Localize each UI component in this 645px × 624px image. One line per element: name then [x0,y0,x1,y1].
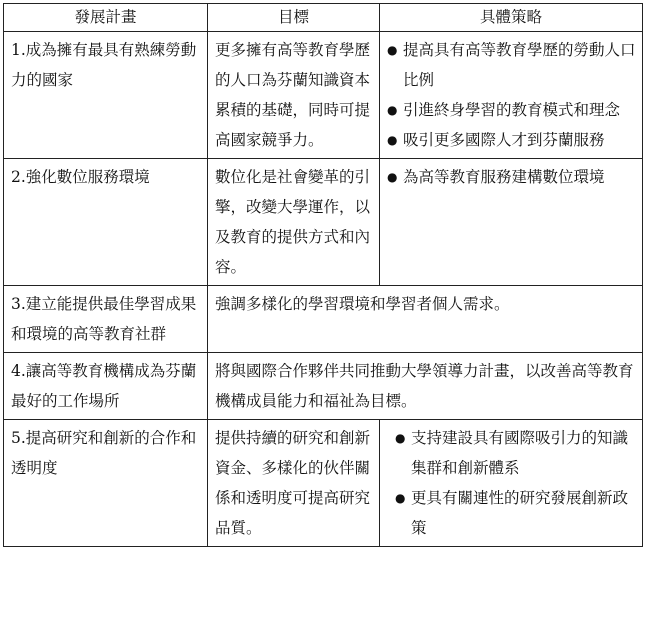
merged-goal-strategy-cell: 將與國際合作夥伴共同推動大學領導力計畫，以改善高等教育機構成員能力和福祉為目標。 [208,353,643,420]
strategy-text: 為高等教育服務建構數位環境 [403,168,605,186]
strategy-list [387,35,636,155]
strategy-text: 更具有關連性的研究發展創新政策 [411,489,629,537]
plan-cell: 3.建立能提供最佳學習成果和環境的高等教育社群 [4,286,208,353]
bullet-icon: ● [387,103,398,117]
strategy-cell [380,32,643,159]
header-strategy: 具體策略 [380,4,643,32]
bullet-icon: ● [387,170,398,184]
strategy-item [395,423,636,483]
plan-cell: 1.成為擁有最具有熟練勞動力的國家 [4,32,208,159]
strategy-item [387,162,636,192]
strategy-text: 提高具有高等教育學歷的勞動人口比例 [403,41,636,89]
strategy-item [395,483,636,543]
strategy-text: 吸引更多國際人才到芬蘭服務 [403,131,605,149]
goal-cell: 更多擁有高等教育學歷的人口為芬蘭知識資本累積的基礎，同時可提高國家競爭力。 [208,32,380,159]
goal-cell: 數位化是社會變革的引擎，改變大學運作，以及教育的提供方式和內容。 [208,159,380,286]
plan-cell: 5.提高研究和創新的合作和透明度 [4,420,208,547]
strategy-list [395,423,636,543]
strategy-item [387,125,636,155]
strategy-table [3,3,643,547]
header-goal: 目標 [208,4,380,32]
merged-goal-strategy-cell: 強調多樣化的學習環境和學習者個人需求。 [208,286,643,353]
table-row [4,420,643,547]
header-plan: 發展計畫 [4,4,208,32]
table-row [4,159,643,286]
strategy-text: 引進終身學習的教育模式和理念 [403,101,621,119]
bullet-icon: ● [395,431,406,445]
goal-cell: 提供持續的研究和創新資金、多樣化的伙伴關係和透明度可提高研究品質。 [208,420,380,547]
table-row [4,286,643,353]
table-row [4,32,643,159]
strategy-cell [380,159,643,286]
table-row [4,353,643,420]
strategy-list [387,162,636,192]
table-header-row [4,4,643,32]
bullet-icon: ● [387,43,398,57]
bullet-icon: ● [387,133,398,147]
plan-cell: 4.讓高等教育機構成為芬蘭最好的工作場所 [4,353,208,420]
strategy-item [387,35,636,95]
strategy-text: 支持建設具有國際吸引力的知識集群和創新體系 [411,429,629,477]
strategy-cell [380,420,643,547]
strategy-item [387,95,636,125]
bullet-icon: ● [395,491,406,505]
plan-cell: 2.強化數位服務環境 [4,159,208,286]
